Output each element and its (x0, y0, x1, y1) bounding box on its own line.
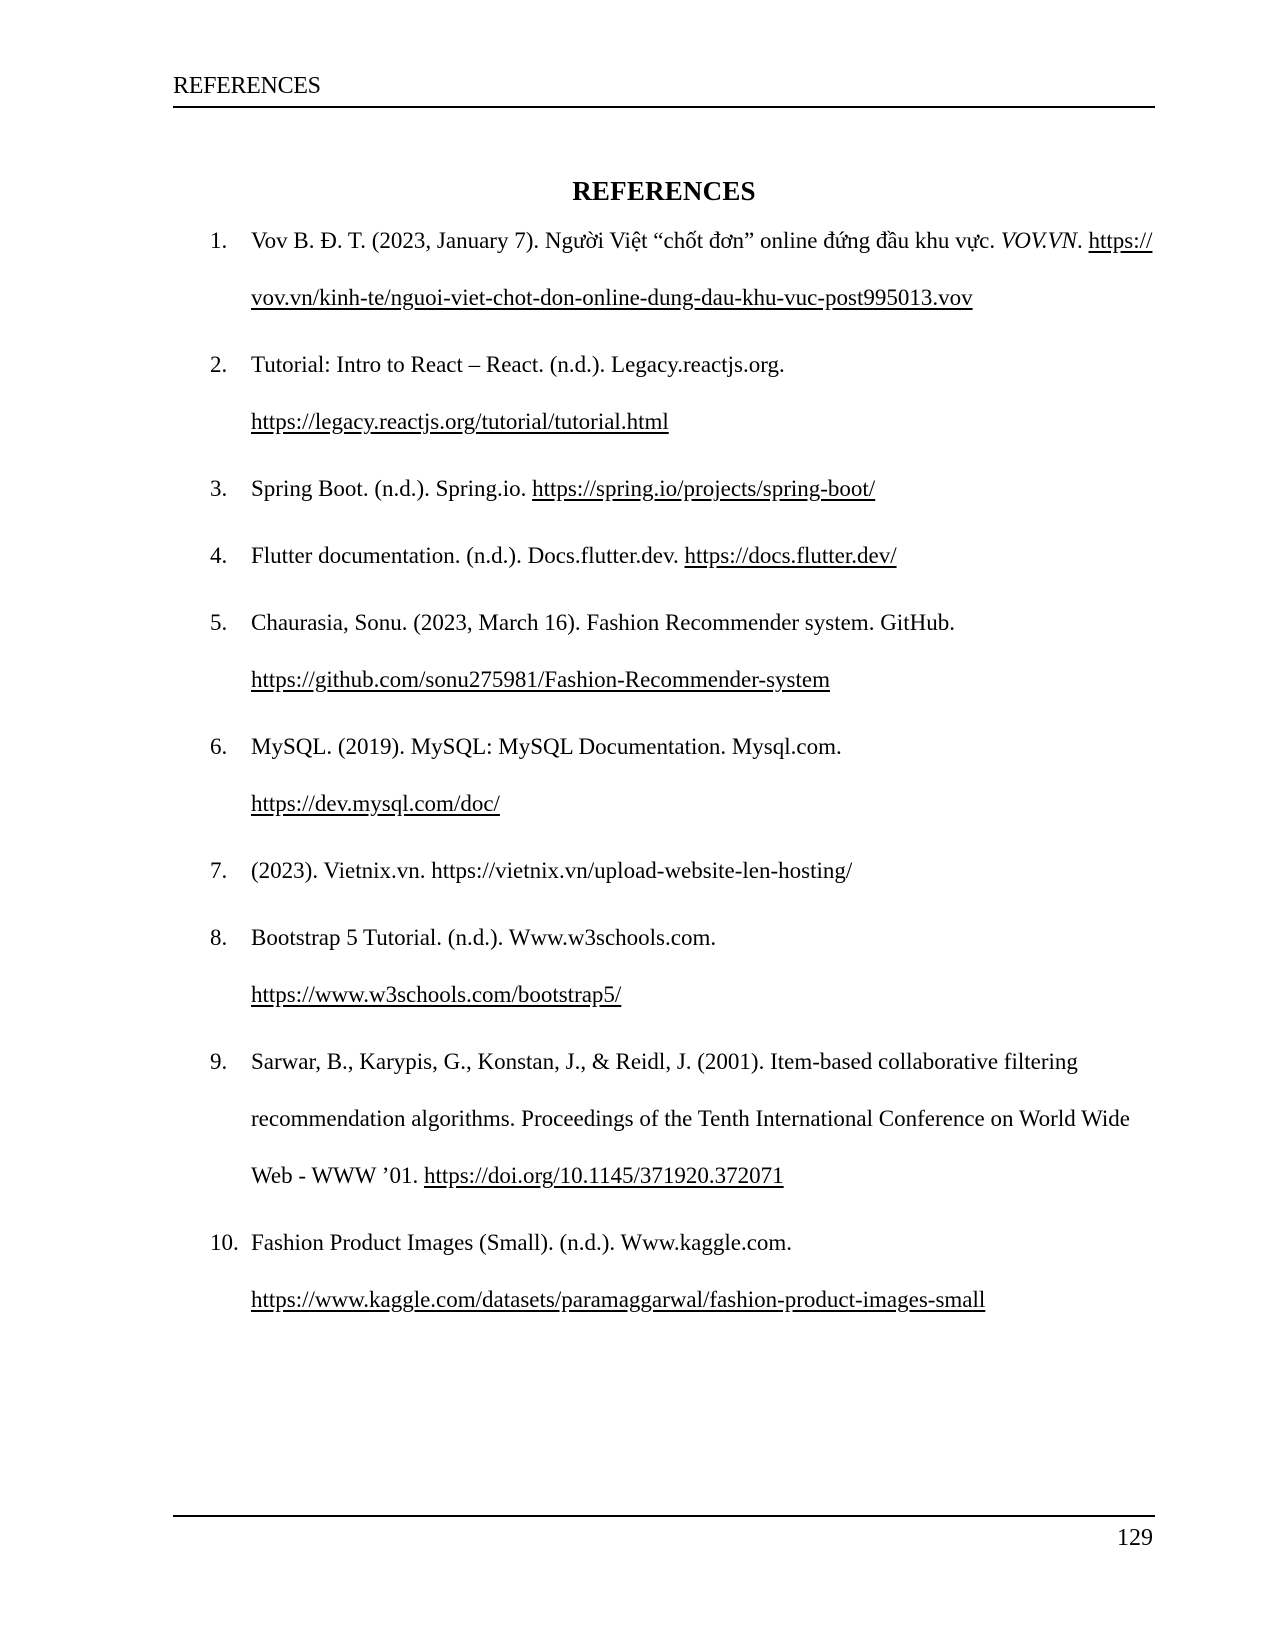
reference-number: 2. (210, 352, 228, 377)
reference-text (251, 909, 1155, 1023)
reference-citation: Chaurasia, Sonu. (2023, March 16). Fashion Recommender system. GitHub. (251, 610, 955, 635)
page-number: 129 (1117, 1525, 1153, 1551)
reference-link[interactable]: https://www.w3schools.com/bootstrap5/ (251, 982, 622, 1007)
reference-text (251, 594, 1155, 708)
reference-citation: Flutter documentation. (n.d.). Docs.flutter.dev. (251, 543, 685, 568)
running-header: REFERENCES (173, 73, 321, 99)
reference-item (210, 1214, 1155, 1328)
reference-number: 9. (210, 1049, 228, 1074)
reference-text (251, 1214, 1155, 1328)
reference-item (210, 212, 1155, 326)
reference-item (210, 527, 1155, 584)
reference-citation: Spring Boot. (n.d.). Spring.io. (251, 476, 533, 501)
reference-item (210, 460, 1155, 517)
reference-item (210, 718, 1155, 832)
header-rule (173, 106, 1155, 108)
reference-number: 7. (210, 858, 228, 883)
reference-link[interactable]: https://spring.io/projects/spring-boot/ (532, 476, 876, 501)
reference-number: 4. (210, 543, 228, 568)
reference-link[interactable]: https://legacy.reactjs.org/tutorial/tutorial.html (251, 409, 669, 434)
reference-citation: Sarwar, B., Karypis, G., Konstan, J., & Reidl, J. (2001). Item-based collaborative filtering recommendation algorithms. Proceedings of the Tenth International Conference on World Wide Web - WWW ’01. (251, 1049, 1130, 1188)
reference-citation: Vov B. Đ. T. (2023, January 7). Người Việt “chốt đơn” online đứng đầu khu vực. (251, 228, 1001, 253)
reference-link[interactable]: https://dev.mysql.com/doc/ (251, 791, 500, 816)
reference-list (210, 212, 1155, 1338)
reference-citation: Bootstrap 5 Tutorial. (n.d.). Www.w3schools.com. (251, 925, 717, 950)
reference-citation: Fashion Product Images (Small). (n.d.). Www.kaggle.com. (251, 1230, 793, 1255)
reference-number: 5. (210, 610, 228, 635)
reference-citation: Tutorial: Intro to React – React. (n.d.). Legacy.reactjs.org. (251, 352, 785, 377)
reference-item (210, 1033, 1155, 1204)
footer-rule (173, 1515, 1155, 1517)
reference-citation: MySQL. (2019). MySQL: MySQL Documentation. Mysql.com. (251, 734, 842, 759)
reference-number: 1. (210, 228, 228, 253)
reference-number: 10. (210, 1230, 239, 1255)
reference-number: 6. (210, 734, 228, 759)
page-title: REFERENCES (572, 176, 756, 206)
reference-text (251, 1033, 1155, 1204)
reference-link[interactable]: https://github.com/sonu275981/Fashion-Recommender-system (251, 667, 830, 692)
reference-source: VOV.VN (1000, 228, 1078, 253)
reference-link[interactable]: https://doi.org/10.1145/371920.372071 (423, 1163, 784, 1188)
reference-number: 8. (210, 925, 228, 950)
reference-text (251, 842, 1155, 899)
reference-link[interactable]: https://www.kaggle.com/datasets/paramaggarwal/fashion-product-images-small (251, 1287, 986, 1312)
reference-text (251, 718, 1155, 832)
reference-number: 3. (210, 476, 228, 501)
reference-plain-url: https://vietnix.vn/upload-website-len-hosting/ (431, 858, 853, 883)
reference-text (251, 460, 1155, 517)
reference-link[interactable]: https://vov.vn/kinh-te/nguoi-viet-chot-don-online-dung-dau-khu-vuc-post995013.vov (251, 228, 1153, 310)
reference-separator: . (1077, 228, 1089, 253)
reference-text (251, 336, 1155, 450)
reference-item (210, 842, 1155, 899)
reference-link[interactable]: https://docs.flutter.dev/ (684, 543, 897, 568)
reference-text (251, 212, 1155, 326)
reference-item (210, 336, 1155, 450)
reference-item (210, 909, 1155, 1023)
reference-citation: (2023). Vietnix.vn. (251, 858, 432, 883)
reference-text (251, 527, 1155, 584)
reference-item (210, 594, 1155, 708)
